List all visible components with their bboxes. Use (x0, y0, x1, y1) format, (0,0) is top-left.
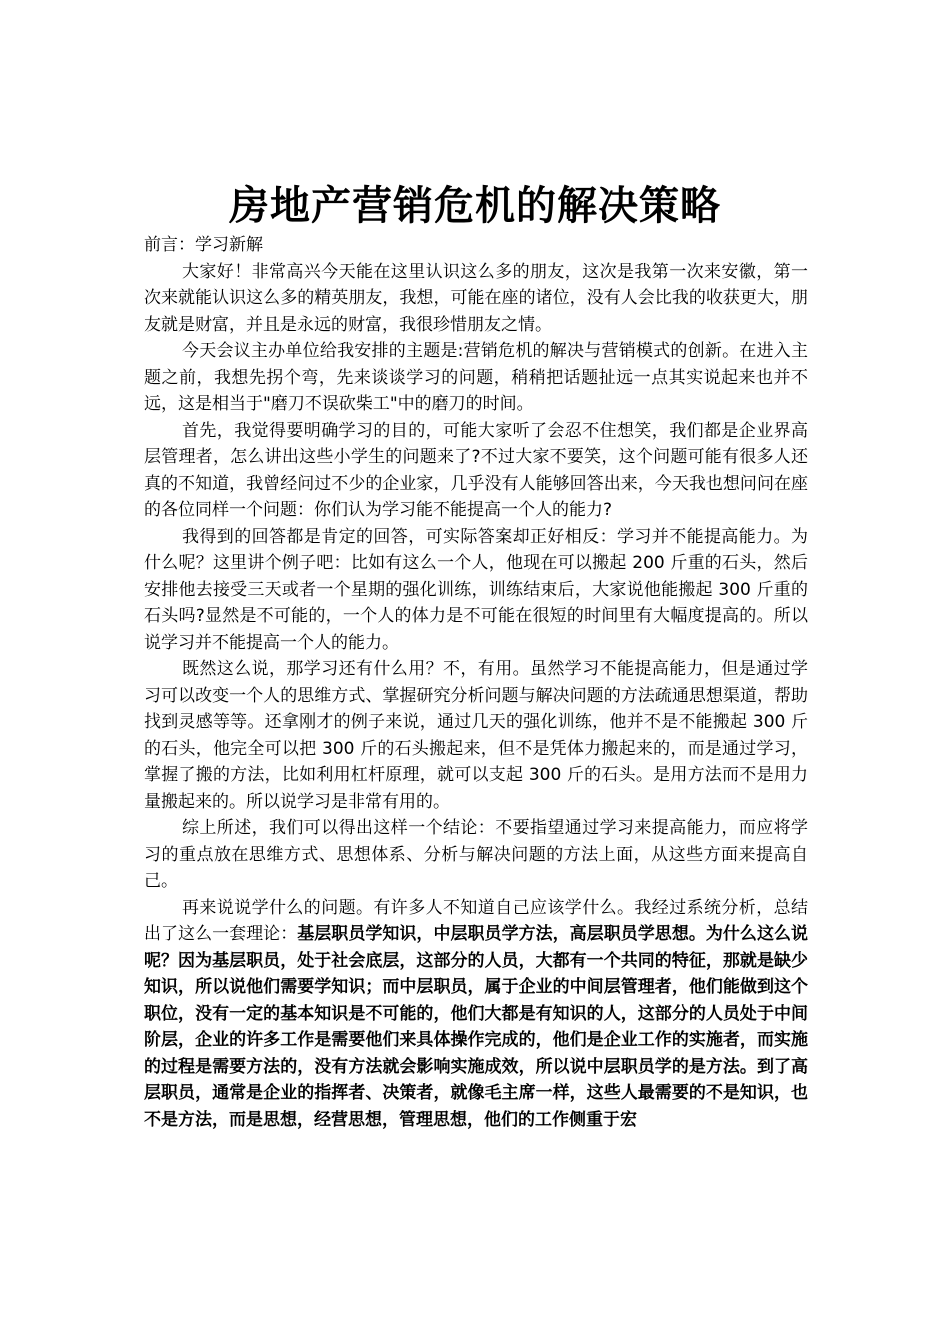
paragraph-topic: 今天会议主办单位给我安排的主题是:营销危机的解决与营销模式的创新。在进入主题之前，我想先拐个弯，先来谈谈学习的问题，稍稍把话题扯远一点其实说起来也并不远，这是相当于"磨刀不误砍柴工"中的磨刀的时间。 (144, 341, 808, 414)
paragraph-example: 我得到的回答都是肯定的回答，可实际答案却正好相反：学习并不能提高能力。为什么呢？这里讲个例子吧：比如有这么一个人，他现在可以搬起 200 斤重的石头，然后安排他去接受三天或者一个星期的强化训练，训练结束后，大家说他能搬起 300 斤重的石头吗?显然是不可能的，一个人的体力是不可能在很短的时间里有大幅度提高的。所以说学习并不能提高一个人的能力。 (144, 526, 808, 653)
paragraph-greeting: 大家好！非常高兴今天能在这里认识这么多的朋友，这次是我第一次来安徽，第一次来就能认识这么多的精英朋友，我想，可能在座的诸位，没有人会比我的收获更大，朋友就是财富，并且是永远的财富，我很珍惜朋友之情。 (144, 261, 808, 335)
paragraph-what-to-learn-intro: 再来说说学什么的问题。有许多人不知道自己应该学什么。我经过系统分析，总结出了这么一套理论： (144, 897, 808, 944)
paragraph-purpose: 首先，我觉得要明确学习的目的，可能大家听了会忍不住想笑，我们都是企业界高层管理者，怎么讲出这些小学生的问题来了?不过大家不要笑，这个问题可能有很多人还真的不知道，我曾经问过不少的企业家，几乎没有人能够回答出来，今天我也想问问在座的各位同样一个问题：你们认为学习能不能提高一个人的能力? (144, 420, 808, 520)
paragraph-usefulness: 既然这么说，那学习还有什么用？不，有用。虽然学习不能提高能力，但是通过学习可以改变一个人的思维方式、掌握研究分析问题与解决问题的方法疏通思想渠道，帮助找到灵感等等。还拿刚才的例子来说，通过几天的强化训练，他并不是不能搬起 300 斤的石头，他完全可以把 300 斤的石头搬起来，但不是凭体力搬起来的，而是通过学习，掌握了搬的方法，比如利用杠杆原理，就可以支起 300 斤的石头。是用方法而不是用力量搬起来的。所以说学习是非常有用的。 (144, 659, 808, 812)
document-title: 房地产营销危机的解决策略 (229, 183, 721, 229)
paragraph-conclusion: 综上所述，我们可以得出这样一个结论：不要指望通过学习来提高能力，而应将学习的重点放在思维方式、思想体系、分析与解决问题的方法上面，从这些方面来提高自己。 (144, 818, 808, 891)
preface-heading: 前言：学习新解 (144, 235, 263, 255)
document-body (144, 232, 808, 1133)
paragraph-what-to-learn-theory: 基层职员学知识，中层职员学方法，高层职员学思想。为什么这么说呢？因为基层职员，处于社会底层，这部分的人员，大都有一个共同的特征，那就是缺少知识，所以说他们需要学知识；而中层职员，属于企业的中间层管理者，他们能做到这个职位，没有一定的基本知识是不可能的，他们大都是有知识的人，这部分的人员处于中间阶层，企业的许多工作是需要他们来具体操作完成的，他们是企业工作的实施者，而实施的过程是需要方法的，没有方法就会影响实施成效，所以说中层职员学的是方法。到了高层职员，通常是企业的指挥者、决策者，就像毛主席一样，这些人最需要的不是知识，也不是方法，而是思想，经营思想，管理思想，他们的工作侧重于宏 (144, 924, 809, 1130)
paragraph-what-to-learn (144, 895, 808, 1134)
